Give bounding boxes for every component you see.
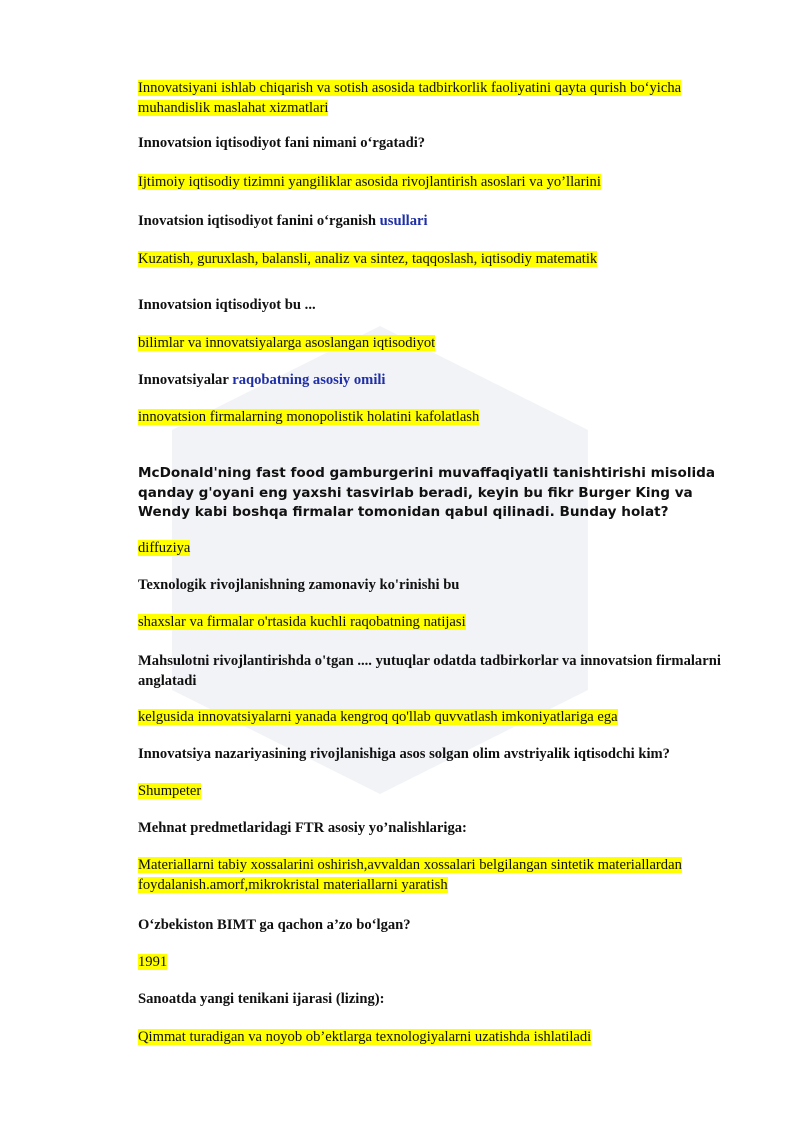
- answer-7: shaxslar va firmalar o'rtasida kuchli raqobatning natijasi: [138, 614, 466, 630]
- question-3: Inovatsion iqtisodiyot fanini o‘rganish usullari: [138, 213, 428, 229]
- question-9: Innovatsiya nazariyasining rivojlanishiga asos solgan olim avstriyalik iqtisodchi kim?: [138, 746, 670, 762]
- answer-6: diffuziya: [138, 540, 191, 556]
- answer-9: Shumpeter: [138, 783, 202, 799]
- question-5-emphasis: raqobatning asosiy omili: [232, 372, 386, 388]
- answer-10: Materiallarni tabiy xossalarini oshirish,avvaldan xossalari belgilangan sintetik materiallardan foydalanish.amorf,mikrokristal materiallarni yaratish: [138, 857, 682, 893]
- answer-11: 1991: [138, 954, 168, 970]
- question-7: Texnologik rivojlanishning zamonaviy ko'rinishi bu: [138, 577, 460, 593]
- answer-4: bilimlar va innovatsiyalarga asoslangan iqtisodiyot: [138, 335, 436, 351]
- question-10: Mehnat predmetlaridagi FTR asosiy yo’nalishlariga:: [138, 820, 467, 836]
- answer-8: kelgusida innovatsiyalarni yanada kengroq qo'llab quvvatlash imkoniyatlariga ega: [138, 709, 618, 725]
- answer-2: Ijtimoiy iqtisodiy tizimni yangiliklar asosida rivojlantirish asoslari va yo’llarini: [138, 174, 601, 190]
- answer-5: innovatsion firmalarning monopolistik holatini kafolatlash: [138, 409, 480, 425]
- question-11: O‘zbekiston BIMT ga qachon a’zo bo‘lgan?: [138, 917, 411, 933]
- question-5: Innovatsiyalar raqobatning asosiy omili: [138, 372, 386, 388]
- question-2: Innovatsion iqtisodiyot fani nimani o‘rgatadi?: [138, 135, 426, 151]
- answer-1: Innovatsiyani ishlab chiqarish va sotish asosida tadbirkorlik faoliyatini qayta qurish bo‘yicha muhandislik maslahat xizmatlari: [138, 80, 682, 116]
- question-12: Sanoatda yangi tenikani ijarasi (lizing):: [138, 991, 385, 1007]
- question-3-emphasis: usullari: [379, 213, 428, 229]
- answer-12: Qimmat turadigan va noyob ob’ektlarga texnologiyalarni uzatishda ishlatiladi: [138, 1029, 592, 1045]
- question-4: Innovatsion iqtisodiyot bu ...: [138, 297, 316, 313]
- question-6: McDonald'ning fast food gamburgerini muvaffaqiyatli tanishtirishi misolida qanday g'oyani eng yaxshi tasvirlab beradi, keyin bu fikr Burger King va Wendy kabi boshqa firmalar tomonidan qabul qilinadi. Bunday holat?: [138, 465, 716, 520]
- answer-3: Kuzatish, guruxlash, balansli, analiz va sintez, taqqoslash, iqtisodiy matematik: [138, 251, 598, 267]
- question-8: Mahsulotni rivojlantirishda o'tgan .... yutuqlar odatda tadbirkorlar va innovatsion firmalarni anglatadi: [138, 653, 721, 689]
